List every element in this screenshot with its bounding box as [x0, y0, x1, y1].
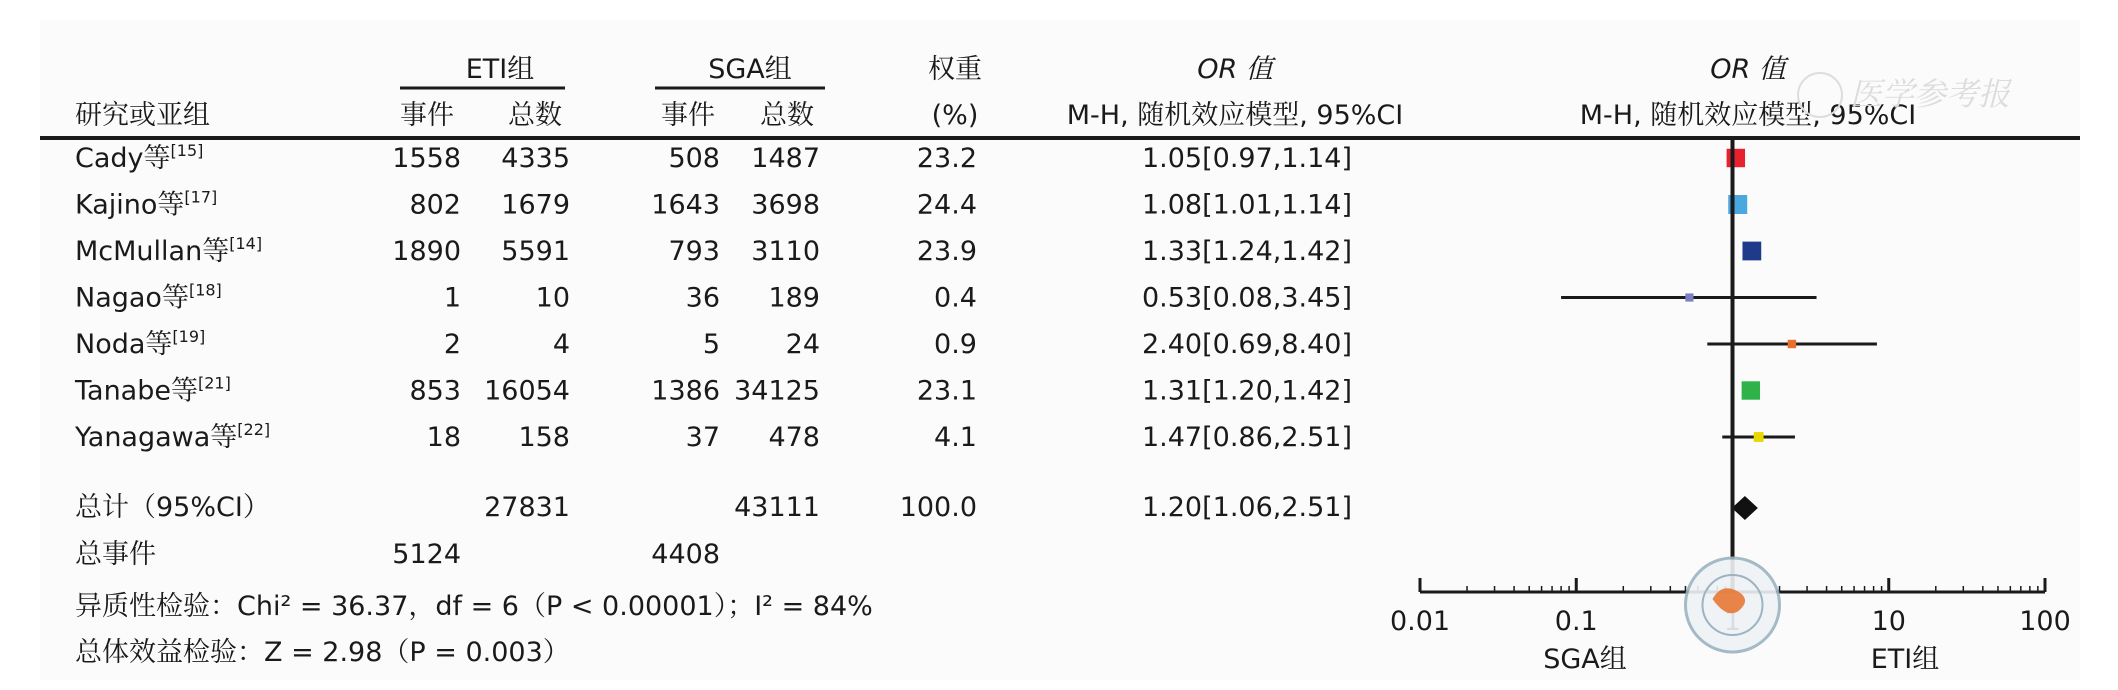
row-5-sga-events: 5	[702, 329, 720, 360]
row-7-weight: 4.1	[934, 422, 977, 453]
header-plot-or-value: OR 值	[1710, 54, 1786, 85]
watermark-text: 医学参考报	[1850, 75, 2011, 113]
row-6-eti-total: 16054	[484, 375, 570, 407]
row-7-point-marker	[1754, 432, 1764, 442]
overall-effect-test: 总体效益检验：Z = 2.98（P = 0.003）	[75, 637, 570, 668]
header-study: 研究或亚组	[75, 100, 210, 131]
row-7-sga-total: 478	[768, 422, 820, 453]
x-axis-right-label: ETI组	[1870, 644, 1940, 675]
total-events-eti: 5124	[392, 539, 461, 570]
header-weight-unit: (%)	[931, 100, 979, 131]
row-6-point-marker	[1742, 381, 1760, 399]
row-3-sga-events: 793	[668, 236, 720, 267]
row-5-or-ci: 2.40[0.69,8.40]	[1141, 329, 1352, 360]
header-sga-events: 事件	[661, 100, 715, 131]
row-7-sga-events: 37	[685, 422, 720, 453]
header-eti-group: ETI组	[465, 54, 535, 85]
row-1-weight: 23.2	[916, 143, 977, 174]
x-axis-tick-label: 10	[1871, 606, 1906, 637]
x-axis-tick-label: 0.01	[1389, 606, 1451, 637]
row-2-eti-events: 802	[409, 189, 461, 221]
row-4-study-name: Nagao等[18]	[75, 280, 222, 314]
total-events-sga: 4408	[651, 539, 720, 570]
header-or-value: OR 值	[1197, 54, 1273, 85]
row-6-weight: 23.1	[916, 375, 977, 407]
heterogeneity-test: 异质性检验：Chi² = 36.37，df = 6（P < 0.00001）；I² = 84%	[75, 591, 873, 622]
row-1-point-marker	[1727, 149, 1745, 167]
row-6-study-name: Tanabe等[21]	[75, 373, 231, 407]
header-eti-events: 事件	[400, 100, 454, 131]
x-axis-left-label: SGA组	[1543, 644, 1627, 675]
row-4-sga-total: 189	[768, 282, 820, 314]
row-5-weight: 0.9	[934, 329, 977, 360]
total-or-ci: 1.20[1.06,2.51]	[1141, 492, 1352, 523]
row-5-eti-events: 2	[443, 329, 461, 360]
row-7-eti-events: 18	[426, 422, 461, 453]
row-3-eti-events: 1890	[392, 236, 461, 267]
row-2-sga-events: 1643	[651, 189, 720, 221]
row-6-eti-events: 853	[409, 375, 461, 407]
header-sga-total: 总数	[760, 100, 814, 131]
row-2-sga-total: 3698	[751, 189, 820, 221]
x-axis-tick-label: 100	[2019, 606, 2071, 637]
row-3-or-ci: 1.33[1.24,1.42]	[1141, 236, 1352, 267]
total-events-label: 总事件	[75, 539, 156, 570]
row-3-sga-total: 3110	[751, 236, 820, 267]
total-eti-total: 27831	[484, 492, 570, 523]
header-sga-group: SGA组	[708, 54, 792, 85]
total-weight: 100.0	[899, 492, 977, 523]
row-2-eti-total: 1679	[501, 189, 570, 221]
row-4-sga-events: 36	[685, 282, 720, 314]
row-6-or-ci: 1.31[1.20,1.42]	[1141, 375, 1352, 407]
row-5-point-marker	[1788, 340, 1796, 348]
row-4-or-ci: 0.53[0.08,3.45]	[1141, 282, 1352, 314]
header-plot-method: M-H, 随机效应模型, 95%CI	[1579, 100, 1917, 131]
row-4-weight: 0.4	[934, 282, 977, 314]
row-2-or-ci: 1.08[1.01,1.14]	[1141, 189, 1352, 221]
row-6-sga-events: 1386	[651, 375, 720, 407]
row-1-eti-events: 1558	[392, 143, 461, 174]
row-3-point-marker	[1742, 242, 1761, 261]
x-axis-tick-label: 0.1	[1554, 606, 1598, 637]
row-7-eti-total: 158	[518, 422, 570, 453]
total-diamond	[1732, 496, 1758, 520]
row-7-study-name: Yanagawa等[22]	[75, 420, 271, 453]
row-3-eti-total: 5591	[501, 236, 570, 267]
row-5-study-name: Noda等[19]	[75, 327, 206, 360]
row-1-sga-total: 1487	[751, 143, 820, 174]
row-6-sga-total: 34125	[734, 375, 820, 407]
header-eti-total: 总数	[508, 100, 562, 131]
total-sga-total: 43111	[734, 492, 820, 523]
row-2-weight: 24.4	[916, 189, 977, 221]
row-1-or-ci: 1.05[0.97,1.14]	[1141, 143, 1352, 174]
header-weight: 权重	[928, 54, 982, 85]
row-5-eti-total: 4	[552, 329, 570, 360]
row-3-weight: 23.9	[916, 236, 977, 267]
row-3-study-name: McMullan等[14]	[75, 234, 263, 267]
row-1-eti-total: 4335	[501, 143, 570, 174]
row-4-eti-events: 1	[443, 282, 461, 314]
header-or-method: M-H, 随机效应模型, 95%CI	[1066, 100, 1404, 131]
total-label: 总计（95%CI）	[75, 492, 270, 523]
row-7-or-ci: 1.47[0.86,2.51]	[1141, 422, 1352, 453]
row-2-study-name: Kajino等[17]	[75, 187, 218, 221]
row-4-eti-total: 10	[535, 282, 570, 314]
row-1-sga-events: 508	[668, 143, 720, 174]
row-5-sga-total: 24	[785, 329, 820, 360]
row-4-point-marker	[1685, 293, 1693, 301]
row-1-study-name: Cady等[15]	[75, 141, 204, 174]
